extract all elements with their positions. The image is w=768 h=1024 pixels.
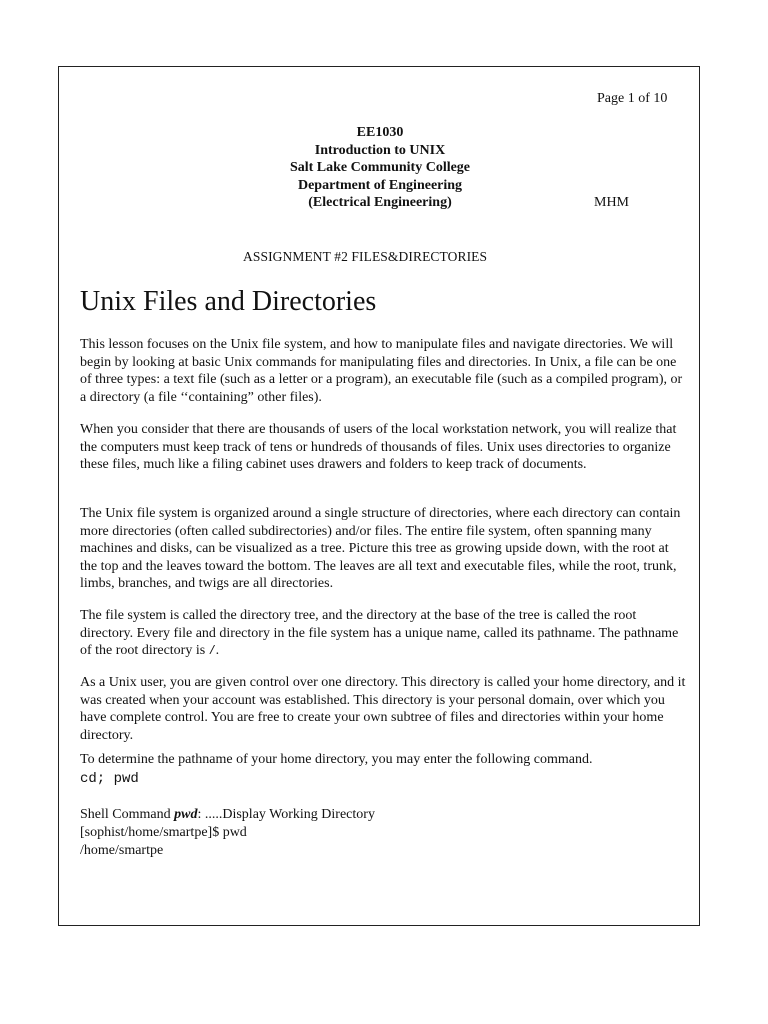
shell-command-label: [80, 807, 375, 823]
shell-output-line: /home/smartpe: [80, 843, 164, 858]
command-example: cd; pwd: [80, 771, 139, 787]
shell-prompt-line: [sophist/home/smartpe]$ pwd: [80, 825, 247, 840]
root-directory-end: .: [215, 643, 220, 658]
program-name: (Electrical Engineering): [308, 195, 452, 210]
course-code: EE1030: [356, 125, 404, 140]
course-title: Introduction to UNIX: [314, 142, 446, 158]
course-header: [240, 124, 520, 212]
page-number: Page 1 of 10: [597, 91, 668, 106]
paragraph-workstations: When you consider that there are thousands of users of the local workstation network, you will realize that the computers must keep track of tens or hundreds of thousands of files. Unix uses directories to organize these files, much like a filing cabinet uses drawers and folders to keep track of documents.: [80, 422, 677, 472]
paragraph-file-system-tree: The Unix file system is organized around a single structure of directories, where each directory can contain more directories (often called subdirectories) and/or files. The entire file system, often spanning many machines and disks, can be visualized as a tree. Picture this tree as growing upside down, with the root at the top and the leaves toward the bottom. The leaves are all text and executable files, while the root, trunk, limbs, branches, and twigs are all directories.: [80, 506, 681, 591]
paragraph-pathname-command: To determine the pathname of your home directory, you may enter the following command.: [80, 752, 593, 767]
paragraph-home-directory: As a Unix user, you are given control over one directory. This directory is called your home directory, and it was created when your account was established. This directory is your personal domain, over which you have complete control. You are free to create your own subtree of files and directories within your home directory.: [80, 675, 686, 743]
author-initials: MHM: [594, 195, 630, 210]
root-directory-text: The file system is called the directory tree, and the directory at the base of the tree is called the root directory. Every file and directory in the file system has a unique name, called its pathname. The pathname of the root directory is: [80, 608, 679, 658]
paragraph-intro: This lesson focuses on the Unix file system, and how to manipulate files and navigate directories. We will begin by looking at basic Unix commands for manipulating files and directories. In Unix, a file can be one of three types: a text file (such as a letter or a program), an executable file (such as a compiled program), or a directory (a file ‘‘containing” other files).: [80, 337, 683, 405]
department-name: Department of Engineering: [297, 177, 463, 193]
shell-label-cmd: pwd: [174, 807, 198, 822]
assignment-heading: ASSIGNMENT #2 FILES&DIRECTORIES: [243, 249, 488, 264]
shell-label-prefix: Shell Command: [80, 807, 175, 822]
shell-label-suffix: : .....Display Working Directory: [197, 807, 375, 822]
paragraph-root-directory: [80, 607, 686, 661]
root-path-code: /: [208, 645, 216, 658]
document-title: Unix Files and Directories: [80, 286, 377, 317]
college-name: Salt Lake Community College: [289, 160, 471, 175]
